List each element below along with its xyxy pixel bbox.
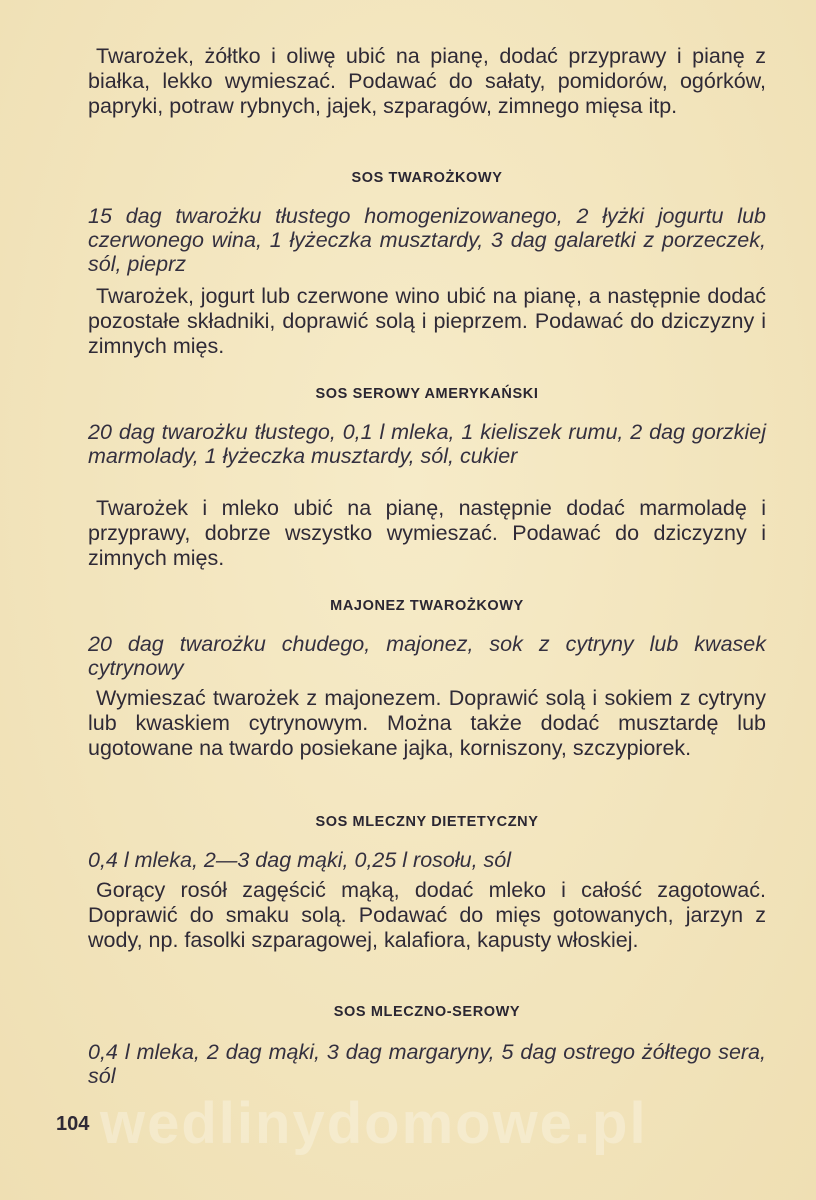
recipe-method: Wymieszać twarożek z majonezem. Doprawić solą i sokiem z cytryny lub kwaskiem cytrynowym. Można także dodać musztardę lub ugotowane na twardo posiekane jajka, korniszony, szczypiorek. [88,686,766,760]
watermark: wedlinydomowe.pl [100,1091,648,1156]
recipe-method: Twarożek, jogurt lub czerwone wino ubić na pianę, a następnie dodać pozostałe składniki, doprawić solą i pieprzem. Podawać do dziczyzny i zimnych mięs. [88,284,766,358]
recipe-ingredients: 15 dag twarożku tłustego homogenizowanego, 2 łyżki jogurtu lub czerwonego wina, 1 łyżeczka musztardy, 3 dag galaretki z porzeczek, sól, pieprz [88,204,766,276]
recipe-block [88,386,766,402]
recipe-ingredients-block [88,632,766,680]
recipe-ingredients-block [88,204,766,276]
recipe-title: SOS MLECZNY DIETETYCZNY [315,814,539,830]
recipe-ingredients-block [88,848,766,872]
recipe-method: Twarożek i mleko ubić na pianę, następnie dodać marmoladę i przyprawy, dobrze wszystko wymieszać. Podawać do dziczyzny i zimnych mięs. [88,496,766,570]
recipe-ingredients: 20 dag twarożku tłustego, 0,1 l mleka, 1 kieliszek rumu, 2 dag gorzkiej marmolady, 1 łyżeczka musztardy, sól, cukier [88,420,766,468]
recipe-title: SOS SEROWY AMERYKAŃSKI [315,386,539,402]
recipe-method-block [88,284,766,359]
recipe-block [88,814,766,830]
recipe-method-block [88,496,766,571]
recipe-block [88,170,766,186]
intro-block [88,44,766,119]
recipe-title: SOS TWAROŻKOWY [351,170,503,186]
recipe-method: Gorący rosół zagęścić mąką, dodać mleko i całość zagotować. Doprawić do smaku solą. Podawać do mięs gotowanych, jarzyn z wody, np. fasolki szparagowej, kalafiora, kapusty włoskiej. [88,878,766,952]
recipe-title: MAJONEZ TWAROŻKOWY [330,598,524,614]
recipe-ingredients: 20 dag twarożku chudego, majonez, sok z cytryny lub kwasek cytrynowy [88,632,766,680]
recipe-title: SOS MLECZNO-SEROWY [333,1004,521,1020]
recipe-ingredients-block [88,420,766,468]
recipe-ingredients: 0,4 l mleka, 2—3 dag mąki, 0,25 l rosołu, sól [88,848,512,872]
recipe-method-block [88,686,766,761]
recipe-ingredients: 0,4 l mleka, 2 dag mąki, 3 dag margaryny, 5 dag ostrego żółtego sera, sól [88,1040,766,1088]
recipe-ingredients-block [88,1040,766,1088]
intro-paragraph: Twarożek, żółtko i oliwę ubić na pianę, dodać przyprawy i pianę z białka, lekko wymieszać. Podawać do sałaty, pomidorów, ogórków, papryki, potraw rybnych, jajek, szparagów, zimnego mięsa itp. [88,44,766,118]
recipe-method-block [88,878,766,953]
recipe-block [88,598,766,614]
recipe-block [88,1004,766,1020]
page-number: 104 [56,1113,90,1135]
